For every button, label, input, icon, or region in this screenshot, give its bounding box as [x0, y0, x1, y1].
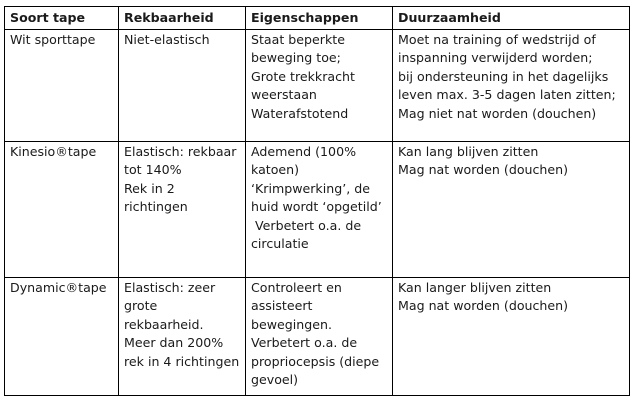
durability-line: Kan lang blijven zitten — [398, 143, 539, 159]
cell-stretch — [119, 29, 246, 141]
cell-tape-type — [5, 141, 119, 277]
header-eigenschappen: Eigenschappen — [246, 7, 393, 30]
property-line: Controleert en assisteert bewegingen. — [251, 279, 346, 332]
cell-properties — [246, 29, 393, 141]
cell-durability — [393, 29, 630, 141]
stretch-line: Rek in 2 richtingen — [124, 180, 188, 214]
property-line: Verbetert o.a. de propriocepsis (diepe gevoel) — [251, 335, 384, 387]
table-row — [5, 277, 630, 395]
stretch-line: Meer dan 200% rek in 4 richtingen — [124, 335, 240, 369]
durability-line: Mag nat worden (douchen) — [398, 162, 569, 177]
property-line: ‘Krimpwerking’, de huid wordt ‘opgetild’ — [251, 180, 382, 214]
tape-type-label: Dynamic®tape — [10, 279, 107, 295]
header-duurzaamheid: Duurzaamheid — [393, 7, 630, 30]
cell-properties — [246, 277, 393, 395]
header-rekbaarheid: Rekbaarheid — [119, 7, 246, 30]
durability-line: Moet na training of wedstrijd of inspanning verwijderd worden; — [398, 31, 600, 65]
cell-durability — [393, 141, 630, 277]
durability-line: Mag nat worden (douchen) — [398, 298, 569, 313]
cell-stretch — [119, 141, 246, 277]
cell-tape-type — [5, 277, 119, 395]
property-line: Grote trekkracht weerstaan — [251, 68, 359, 102]
property-line: Staat beperkte beweging toe; — [251, 31, 349, 65]
table-row — [5, 29, 630, 141]
cell-durability — [393, 277, 630, 395]
stretch-line: Niet-elastisch — [124, 31, 210, 47]
tape-comparison-table — [4, 6, 630, 396]
cell-properties — [246, 141, 393, 277]
table-row — [5, 141, 630, 277]
durability-line: Kan langer blijven zitten — [398, 279, 552, 295]
stretch-line: Elastisch: zeer grote rekbaarheid. — [124, 279, 220, 332]
property-line: Waterafstotend — [251, 105, 349, 121]
durability-line: bij ondersteuning in het dagelijks leven max. 3-5 dagen laten zitten; — [398, 68, 616, 102]
property-line: Verbetert o.a. de circulatie — [251, 217, 366, 251]
durability-line: Mag niet nat worden (douchen) — [398, 105, 597, 121]
tape-type-label: Wit sporttape — [10, 31, 96, 47]
cell-stretch — [119, 277, 246, 395]
tape-type-label: Kinesio®tape — [10, 143, 97, 159]
header-soort-tape: Soort tape — [5, 7, 119, 30]
cell-tape-type — [5, 29, 119, 141]
property-line: Ademend (100% katoen) — [251, 143, 361, 177]
table-header-row — [5, 7, 630, 30]
stretch-line: Elastisch: rekbaar tot 140% — [124, 143, 241, 177]
